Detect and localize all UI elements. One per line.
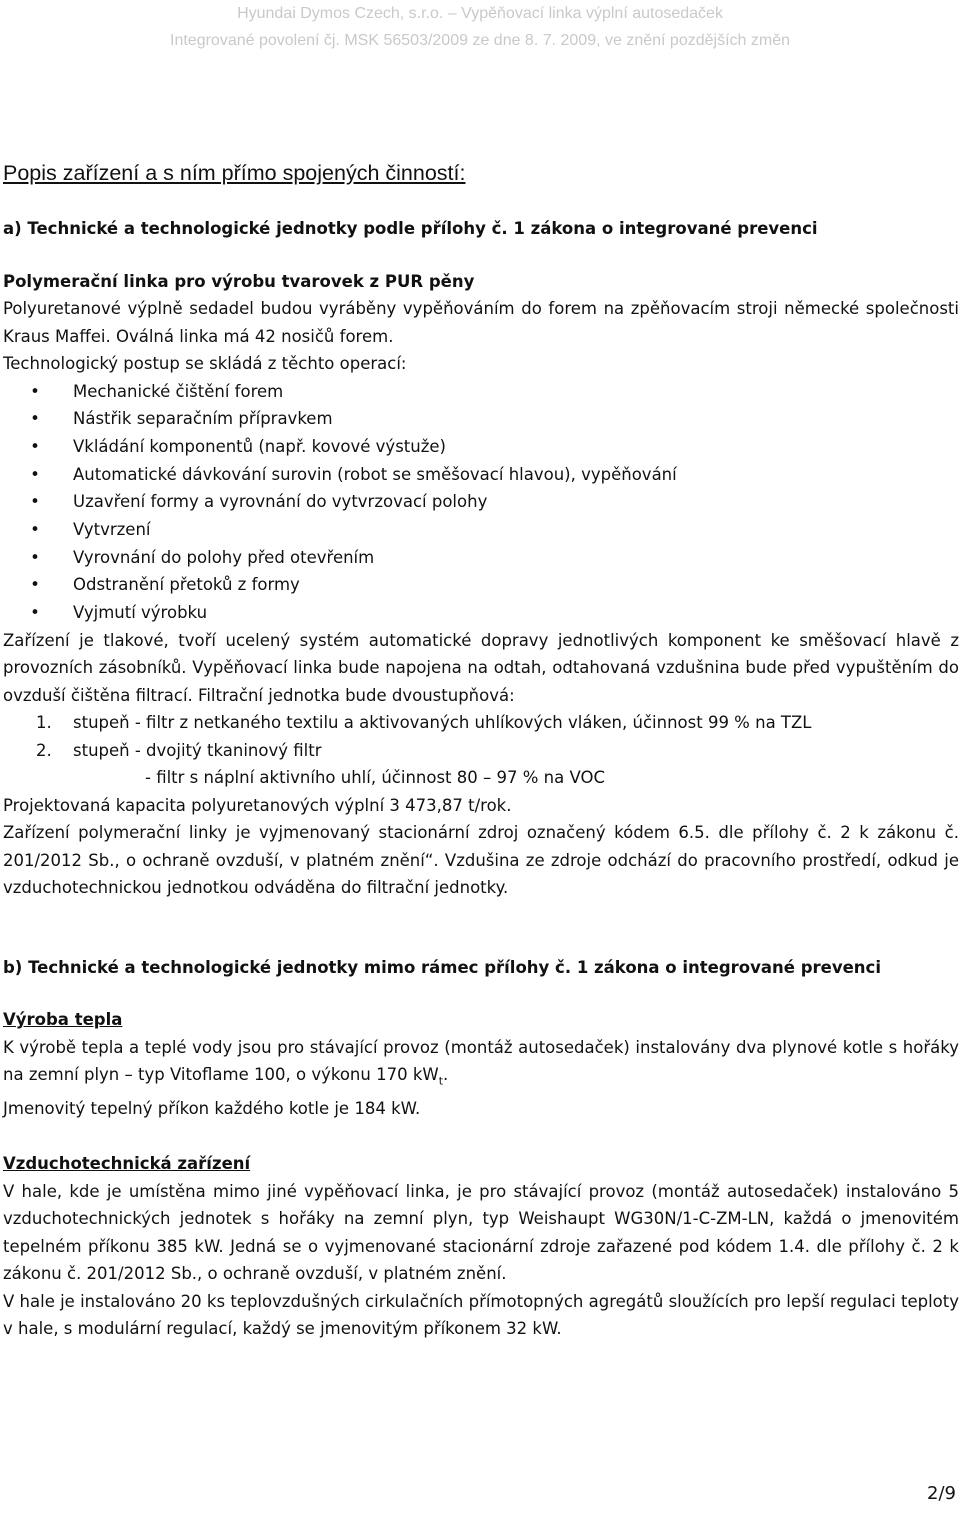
capacity-text: Projektovaná kapacita polyuretanových výplní 3 473,87 t/rok.	[3, 795, 512, 815]
stage-text: stupeň - filtr z netkaného textilu a aktivovaných uhlíkových vláken, účinnost 99 % na TZL	[73, 713, 812, 733]
heat-rating: Jmenovitý tepelný příkon každého kotle je 184 kW.	[3, 1098, 421, 1118]
step-label: Mechanické čištění forem	[73, 381, 284, 401]
stage-number: 1.	[36, 713, 52, 733]
unit-intro: Polyuretanové výplně sedadel budou vyráběny vypěňováním do forem na zpěňovacím stroji německé společnosti Kraus Maffei. Oválná linka má 42 nosičů forem.	[3, 299, 959, 346]
list-item	[3, 516, 959, 544]
part-a-heading: a) Technické a technologické jednotky podle přílohy č. 1 zákona o integrované prevenci	[3, 219, 818, 238]
step-label: Odstranění přetoků z formy	[73, 575, 300, 595]
bullet: •	[30, 519, 40, 539]
step-label: Vkládání komponentů (např. kovové výstuže)	[73, 436, 446, 456]
step-label: Vytvrzení	[73, 519, 151, 539]
process-intro: Technologický postup se skládá z těchto operací:	[3, 354, 407, 373]
heat-text-subscript: t	[438, 1074, 444, 1088]
header-permit-line: Integrované povolení čj. MSK 56503/2009 ze dne 8. 7. 2009, ve znění pozdějších změn	[170, 32, 790, 49]
system-description: Zařízení je tlakové, tvoří ucelený systém automatické dopravy jednotlivých komponent ke směšovací hlavě z provozních zásobníků. Vypěňovací linka bude napojena na odtah, odtahovaná vzdušnina bude před vypuštěním do ovzduší čištěna filtrací. Filtrační jednotka bude dvoustupňová:	[3, 630, 959, 705]
step-label: Vyjmutí výrobku	[73, 603, 208, 622]
step-label: Automatické dávkování surovin (robot se směšovací hlavou), vypěňování	[73, 464, 677, 484]
list-item	[3, 405, 959, 433]
hvac-text-1: V hale, kde je umístěna mimo jiné vypěňovací linka, je pro stávající provoz (montáž autosedaček) instalováno 5 vzduchotechnických jednotek s hořáky na zemní plyn, typ Weishaupt WG30N/1-C-ZM-LN, každá o jmenovitém tepelném příkonu 385 kW. Jedná se o vyjmenované stacionární zdroje zařazené pod kódem 1.4. dle přílohy č. 2 k zákonu č. 201/2012 Sb., o ochraně ovzduší, v platném znění.	[3, 1181, 959, 1284]
bullet: •	[30, 547, 40, 567]
step-label: Nástřik separačním přípravkem	[73, 409, 333, 429]
list-item	[3, 571, 959, 599]
bullet: •	[30, 381, 40, 401]
page-header	[0, 0, 960, 54]
process-steps-list	[3, 378, 959, 627]
list-item	[3, 544, 959, 572]
bullet: •	[30, 492, 40, 512]
heat-title: Výroba tepla	[3, 1010, 123, 1030]
classification-text: Zařízení polymerační linky je vyjmenovaný stacionární zdroj označený kódem 6.5. dle přílohy č. 2 k zákonu č. 201/2012 Sb., o ochraně ovzduší, v platném znění“. Vzdušina ze zdroje odchází do pracovního prostředí, odkud je vzduchotechnickou jednotkou odváděna do filtrační jednotky.	[3, 823, 959, 898]
filter-stage-2	[3, 737, 959, 765]
filter-stage-2-sub: - filtr s náplní aktivního uhlí, účinnost 80 – 97 % na VOC	[145, 768, 605, 788]
part-b-heading: b) Technické a technologické jednotky mimo rámec přílohy č. 1 zákona o integrované prevenci	[3, 957, 881, 977]
bullet: •	[30, 436, 40, 456]
header-company-line: Hyundai Dymos Czech, s.r.o. – Vypěňovací linka výplní autosedaček	[237, 5, 723, 22]
bullet: •	[30, 464, 40, 484]
bullet: •	[30, 603, 40, 622]
step-label: Uzavření formy a vyrovnání do vytvrzovací polohy	[73, 492, 488, 512]
list-item	[3, 599, 959, 627]
heat-text-end: .	[443, 1065, 449, 1085]
hvac-title: Vzduchotechnická zařízení	[3, 1154, 251, 1174]
stage-text: stupeň - dvojitý tkaninový filtr	[73, 740, 322, 760]
section-title: Popis zařízení a s ním přímo spojených činností:	[3, 161, 466, 185]
list-item	[3, 488, 959, 516]
hvac-text-2: V hale je instalováno 20 ks teplovzdušných cirkulačních přímotopných agregátů sloužících pro lepší regulaci teploty v hale, s modulární regulací, každý se jmenovitým příkonem 32 kW.	[3, 1291, 959, 1339]
step-label: Vyrovnání do polohy před otevřením	[73, 547, 375, 567]
stage-number: 2.	[36, 740, 52, 760]
heat-text-main: K výrobě tepla a teplé vody jsou pro stávající provoz (montáž autosedaček) instalovány dva plynové kotle s hořáky na zemní plyn – typ Vitoflame 100, o výkonu 170 kW	[3, 1037, 959, 1085]
filter-stage-1	[3, 709, 959, 737]
document-body	[3, 156, 959, 1343]
page-number: 2/9	[927, 1483, 956, 1504]
heat-text	[3, 1034, 959, 1095]
list-item	[3, 433, 959, 461]
list-item	[3, 378, 959, 406]
unit-title: Polymerační linka pro výrobu tvarovek z PUR pěny	[3, 271, 475, 291]
bullet: •	[30, 575, 40, 595]
list-item	[3, 461, 959, 489]
bullet: •	[30, 409, 40, 429]
